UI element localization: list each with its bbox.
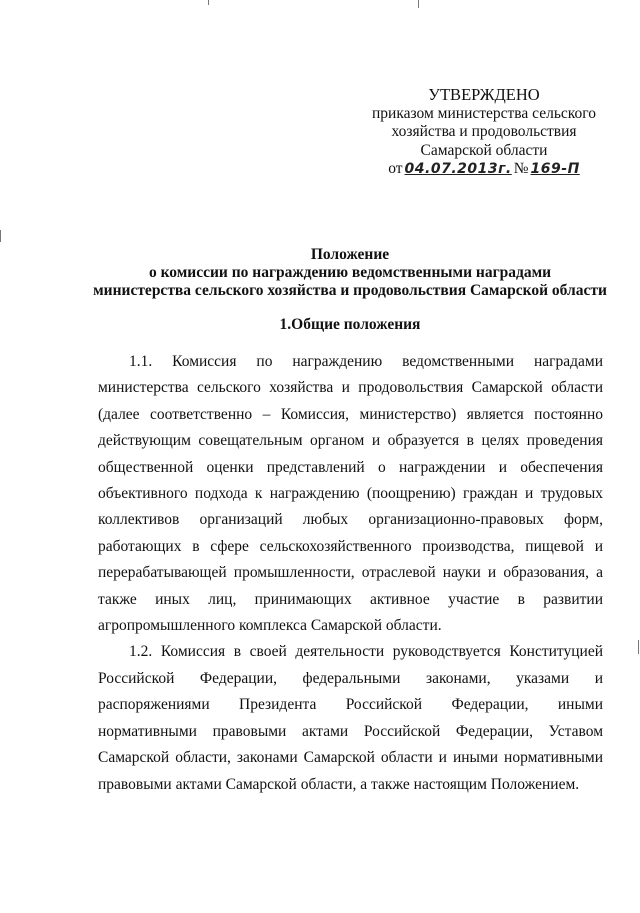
approval-date-line (368, 160, 600, 179)
document-title (60, 246, 640, 300)
approval-line: приказом министерства сельского (371, 104, 597, 122)
approval-line: Самарской области (420, 141, 548, 159)
title-line: министерства сельского хозяйства и продовольствия Самарской области (93, 282, 607, 299)
approval-block (368, 86, 600, 179)
scan-mark (0, 230, 1, 242)
handwritten-date: 04.07.2013г. (404, 161, 512, 177)
paragraph: 1.2. Комиссия в своей деятельности руководствуется Конституцией Российской Федерации, федеральными законами, указами и распоряжениями Президента Российской Федерации, иными нормативными правовыми актами Российской Федерации, Уставом Самарской области, законами Самарской области и иными нормативными правовыми актами Самарской области, а также настоящим Положением. (98, 643, 603, 793)
number-sign: № (513, 160, 529, 177)
scan-mark (638, 640, 639, 654)
section-heading: 1.Общие положения (279, 316, 421, 333)
title-line: Положение (310, 246, 390, 263)
title-line: о комиссии по награждению ведомственными наградами (148, 264, 552, 281)
approval-heading: УТВЕРЖДЕНО (428, 85, 540, 104)
paragraph: 1.1. Комиссия по награждению ведомственными наградами министерства сельского хозяйства и продовольствия Самарской области (далее соответственно – Комиссия, министерство) является постоянно действующим совещательным органом и образуется в целях проведения общественной оценки представлений о награждении и обеспечения объективного подхода к награждению (поощрению) граждан и трудовых коллективов организаций любых организационно-правовых форм, работающих в сфере сельскохозяйственного производства, пищевой и перерабатывающей промышленности, отраслевой науки и образования, а также иных лиц, принимающих активное участие в развитии агропромышленного комплекса Самарской области. (98, 353, 603, 635)
approval-line: хозяйства и продовольствия (391, 123, 577, 140)
handwritten-number: 169-П (530, 161, 580, 177)
date-prefix: от (388, 160, 403, 177)
scan-mark (418, 0, 419, 8)
document-body (98, 349, 603, 798)
scan-mark (208, 0, 209, 5)
